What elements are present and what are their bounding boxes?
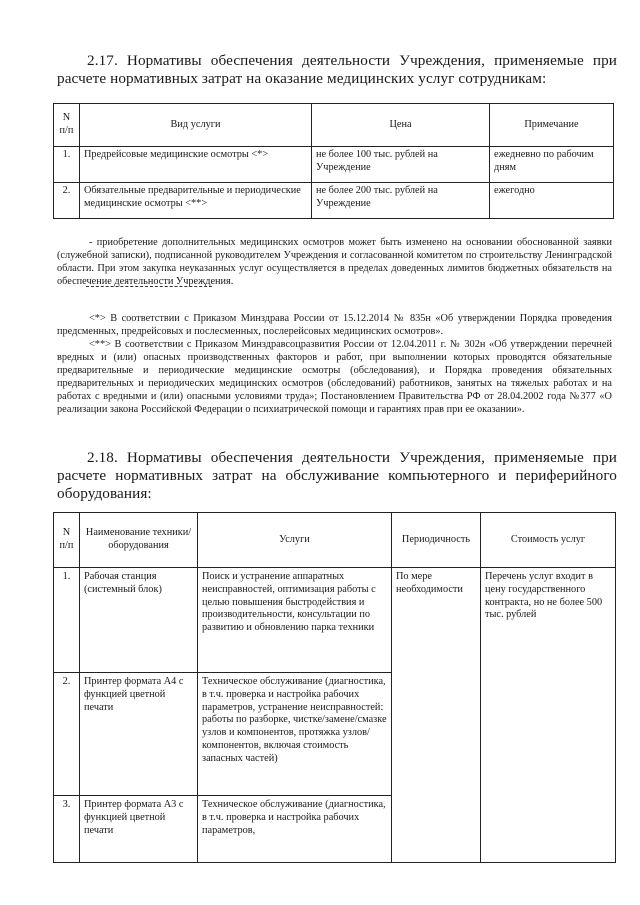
row-services: Поиск и устранение аппаратных неисправностей, оптимизация работы с целью повышения быстродействия и производительности, консультации по развитию и обновлению парка техники — [198, 568, 392, 673]
row-price: не более 100 тыс. рублей на Учреждение — [312, 147, 490, 183]
row-num: 3. — [54, 796, 80, 863]
row-services: Техническое обслуживание (диагностика, в т.ч. проверка и настройка рабочих параметров, — [198, 796, 392, 863]
row-note: ежегодно — [490, 183, 614, 219]
row-equipment: Рабочая станция (системный блок) — [80, 568, 198, 673]
header-price: Цена — [312, 104, 490, 147]
row-num: 1. — [54, 147, 80, 183]
row-num: 1. — [54, 568, 80, 673]
table-row — [54, 147, 614, 183]
row-num: 2. — [54, 673, 80, 796]
table-row — [54, 568, 616, 673]
periodicity-cell: По мере необходимости — [392, 568, 481, 863]
row-service: Обязательные предварительные и периодические медицинские осмотры <**> — [80, 183, 312, 219]
row-num: 2. — [54, 183, 80, 219]
header-equipment: Наименование техники/оборудования — [80, 513, 198, 568]
footnote-2: <**> В соответствии с Приказом Минздравсоцразвития России от 12.04.2011 г. № 302н «Об утверждении перечней вредных и (или) опасных производственных факторов и работ, при выполнении которых проводятся обязательные предварительные и периодические медицинские осмотры (обследования), и Порядка проведения обязательных предварительных и периодических медицинских осмотров (обследований) работников, занятых на тяжелых работах и на работах с вредными и (или) опасными условиями труда»; Постановлением Правительства РФ от 28.04.2002 года №377 «О реализации закона Российской Федерации о психиатрической помощи и гарантиях прав при ее оказании». — [57, 339, 612, 415]
table-header-row — [54, 104, 614, 147]
header-num: N п/п — [54, 104, 80, 147]
medical-services-table — [53, 103, 614, 219]
section-2-17-heading: 2.17. Нормативы обеспечения деятельности Учреждения, применяемые при расчете нормативных затрат на оказание медицинских услуг сотрудникам: — [57, 52, 617, 87]
row-services: Техническое обслуживание (диагностика, в т.ч. проверка и настройка рабочих параметров, устранение неисправностей: работы по разборке, чистке/замене/смазке узлов и компонентов, протяжка узлов/компонентов, включая стоимость запасных частей) — [198, 673, 392, 796]
header-periodicity: Периодичность — [392, 513, 481, 568]
footnote-1: <*> В соответствии с Приказом Минздрава России от 15.12.2014 № 835н «Об утверждении Порядка проведения предсменных, предрейсовых и послесменных, послерейсовых медицинских осмотров». — [57, 313, 612, 337]
header-note: Примечание — [490, 104, 614, 147]
row-equipment: Принтер формата А3 с функцией цветной печати — [80, 796, 198, 863]
equipment-services-table — [53, 512, 616, 863]
table-row — [54, 183, 614, 219]
header-services: Услуги — [198, 513, 392, 568]
header-num: N п/п — [54, 513, 80, 568]
row-service: Предрейсовые медицинские осмотры <*> — [80, 147, 312, 183]
row-equipment: Принтер формата А4 с функцией цветной печати — [80, 673, 198, 796]
section-2-18-heading: 2.18. Нормативы обеспечения деятельности Учреждения, применяемые при расчете нормативных затрат на обслуживание компьютерного и периферийного оборудования: — [57, 449, 617, 502]
table-header-row — [54, 513, 616, 568]
row-note: ежедневно по рабочим дням — [490, 147, 614, 183]
header-cost: Стоимость услуг — [481, 513, 616, 568]
note-paragraph: - приобретение дополнительных медицинских осмотров может быть изменено на основании обоснованной заявки (служебной записки), подписанной руководителем Учреждения и согласованной комитетом по строительству Ленинградской области. При этом закупка неуказанных услуг осуществляется в пределах доведенных лимитов бюджетных обязательств на обеспечение деятельности Учреждения. — [57, 237, 612, 287]
cost-cell: Перечень услуг входит в цену государственного контракта, но не более 500 тыс. рублей — [481, 568, 616, 863]
header-service: Вид услуги — [80, 104, 312, 147]
footnote-separator — [86, 286, 212, 287]
row-price: не более 200 тыс. рублей на Учреждение — [312, 183, 490, 219]
